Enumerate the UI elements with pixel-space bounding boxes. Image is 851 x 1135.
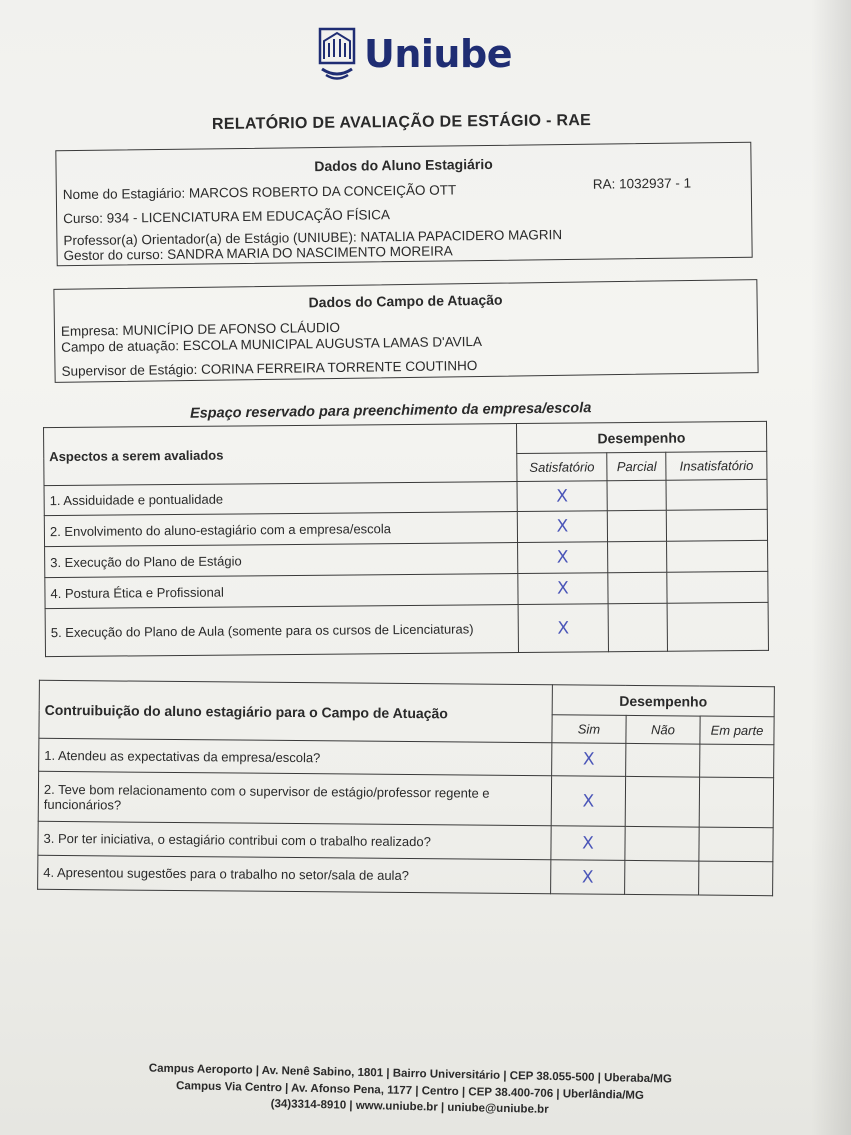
field-area: Campo de atuação: ESCOLA MUNICIPAL AUGUSTA LAMAS D'AVILA <box>61 333 483 355</box>
checkbox-nao[interactable] <box>626 743 700 777</box>
checkbox-satisfatorio[interactable]: X <box>517 511 608 543</box>
checkbox-parcial[interactable] <box>608 541 667 573</box>
checkbox-sim[interactable]: X <box>551 860 625 895</box>
student-data-box <box>55 142 752 266</box>
checkbox-nao[interactable] <box>625 860 699 895</box>
option-nao: Não <box>626 715 700 744</box>
contribution-label: 4. Apresentou sugestões para o trabalho no setor/sala de aula? <box>38 855 551 893</box>
student-advisor: Professor(a) Orientador(a) de Estágio (UNIUBE): NATALIA PAPACIDERO MAGRIN <box>63 227 563 249</box>
uniube-building-icon <box>318 27 356 81</box>
student-box-header: Dados do Aluno Estagiário <box>314 155 493 175</box>
checkbox-insatisfatorio[interactable] <box>666 479 767 510</box>
checkbox-sim[interactable]: X <box>552 743 626 777</box>
paper-shadow <box>811 0 851 1135</box>
checkbox-satisfatorio[interactable]: X <box>518 604 609 653</box>
field-supervisor: Supervisor de Estágio: CORINA FERREIRA TORRENTE COUTINHO <box>61 358 478 379</box>
contribution-label: 2. Teve bom relacionamento com o supervisor de estágio/professor regente e funcionários? <box>38 771 551 825</box>
aspect-label: 2. Envolvimento do aluno-estagiário com a empresa/escola <box>44 512 517 547</box>
checkbox-satisfatorio[interactable]: X <box>517 542 608 574</box>
footer-line-2: Campus Via Centro | Av. Afonso Pena, 1177 | Centro | CEP 38.400-706 | Uberlândia/MG <box>175 1079 645 1102</box>
field-data-box <box>53 279 758 383</box>
checkbox-em-parte[interactable] <box>700 744 774 778</box>
field-company: Empresa: MUNICÍPIO DE AFONSO CLÁUDIO <box>60 319 341 339</box>
contribution-col-header: Contruibuição do aluno estagiário para o Campo de Atuação <box>39 680 552 742</box>
student-ra: RA: 1032937 - 1 <box>592 175 692 192</box>
reserved-space-caption: Espaço reservado para preenchimento da empresa/escola <box>189 400 592 422</box>
table-row <box>45 602 768 656</box>
checkbox-em-parte[interactable] <box>699 777 773 828</box>
contribution-perf-header: Desempenho <box>552 685 774 717</box>
table-row <box>38 855 773 895</box>
checkbox-parcial[interactable] <box>608 510 667 542</box>
student-name: Nome do Estagiário: MARCOS ROBERTO DA CONCEIÇÃO OTT <box>62 182 457 203</box>
option-em-parte: Em parte <box>700 716 774 745</box>
student-course: Curso: 934 - LICENCIATURA EM EDUCAÇÃO FÍSICA <box>63 207 391 227</box>
aspect-label: 4. Postura Ética e Profissional <box>45 574 518 609</box>
footer-line-1: Campus Aeroporto | Av. Nenê Sabino, 1801 | Bairro Universitário | CEP 38.055-500 | Uberaba/MG <box>148 1062 672 1086</box>
field-box-header: Dados do Campo de Atuação <box>308 291 503 311</box>
contribution-table <box>37 680 775 896</box>
aspects-table <box>43 421 769 657</box>
document-title: RELATÓRIO DE AVALIAÇÃO DE ESTÁGIO - RAE <box>211 112 592 133</box>
table-row <box>38 771 773 827</box>
checkbox-em-parte[interactable] <box>699 827 773 862</box>
checkbox-nao[interactable] <box>625 776 699 827</box>
aspect-label: 1. Assiduidade e pontualidade <box>44 482 517 516</box>
checkbox-em-parte[interactable] <box>699 861 773 896</box>
uniube-logo <box>318 26 512 82</box>
checkbox-satisfatorio[interactable]: X <box>517 573 608 605</box>
checkbox-parcial[interactable] <box>608 572 667 604</box>
course-manager: Gestor do curso: SANDRA MARIA DO NASCIMENTO MOREIRA <box>63 243 453 264</box>
aspect-label: 3. Execução do Plano de Estágio <box>45 543 518 578</box>
contribution-label: 3. Por ter iniciativa, o estagiário contribui com o trabalho realizado? <box>38 821 551 859</box>
checkbox-insatisfatorio[interactable] <box>667 602 768 651</box>
footer-line-3: (34)3314-8910 | www.uniube.br | uniube@uniube.br <box>270 1098 549 1117</box>
checkbox-parcial[interactable] <box>608 603 667 652</box>
checkbox-satisfatorio[interactable]: X <box>517 481 608 512</box>
checkbox-parcial[interactable] <box>607 480 666 511</box>
aspect-label: 5. Execução do Plano de Aula (somente para os cursos de Licenciaturas) <box>45 605 518 657</box>
checkbox-insatisfatorio[interactable] <box>667 571 768 603</box>
checkbox-sim[interactable]: X <box>551 776 625 827</box>
checkbox-nao[interactable] <box>625 826 699 861</box>
brand-name: Uniube <box>364 32 512 76</box>
option-parcial: Parcial <box>607 452 666 481</box>
aspects-col-header: Aspectos a serem avaliados <box>44 424 517 486</box>
option-satisfatorio: Satisfatório <box>516 453 607 482</box>
checkbox-insatisfatorio[interactable] <box>667 540 768 572</box>
aspects-perf-header: Desempenho <box>516 421 767 453</box>
checkbox-sim[interactable]: X <box>551 826 625 861</box>
option-insatisfatorio: Insatisfatório <box>666 451 767 480</box>
contribution-label: 1. Atendeu as expectativas da empresa/escola? <box>39 738 552 775</box>
checkbox-insatisfatorio[interactable] <box>667 509 768 541</box>
option-sim: Sim <box>552 715 626 744</box>
